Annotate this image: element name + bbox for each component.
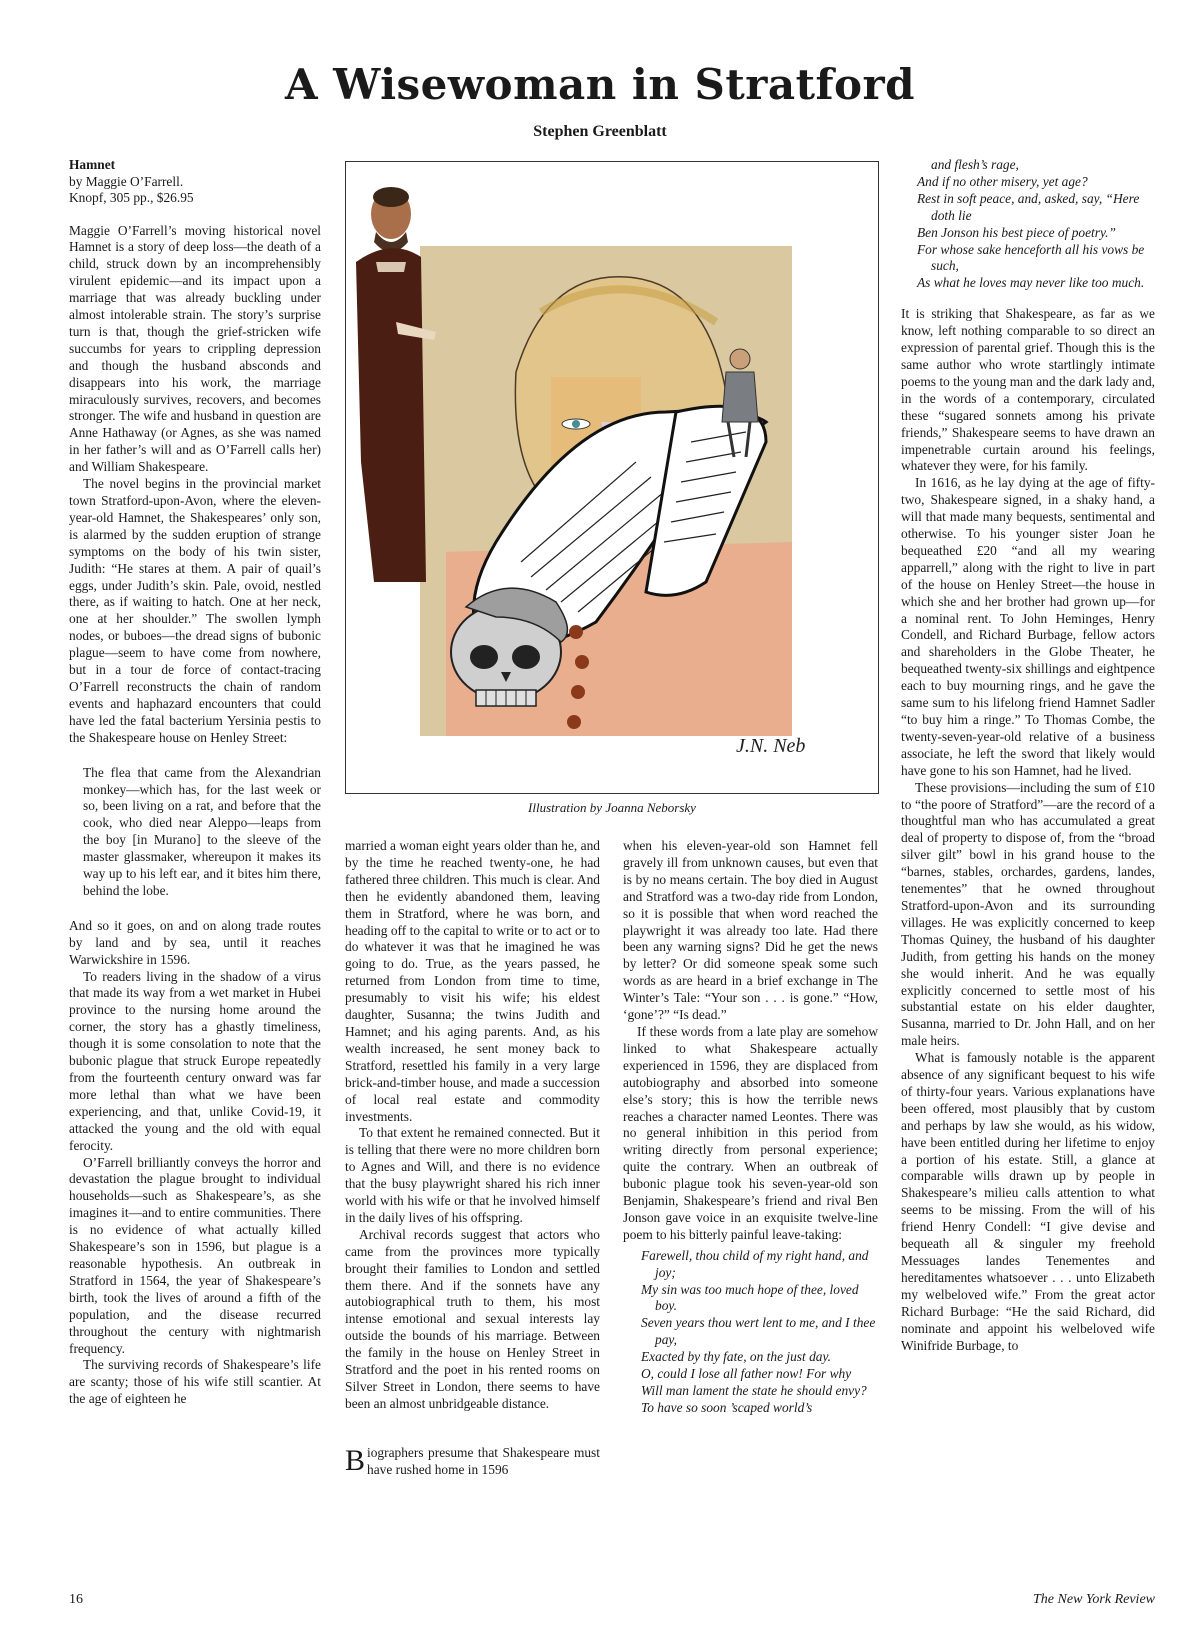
poem-line: My sin was too much hope of thee, loved boy. bbox=[641, 1281, 859, 1314]
collage-illustration bbox=[346, 162, 878, 793]
book-publisher: Knopf, 305 pp., $26.95 bbox=[69, 190, 194, 205]
column-2 bbox=[345, 838, 600, 1479]
poem bbox=[641, 1248, 878, 1417]
paragraph: It is striking that Shakespeare, as far as we know, left nothing comparable to so direct an expression of parental grief. Though this is the same author who wrote startlingly intimate poems to the young man and the dark lady and, in the words of a contemporary, circulated these “sugared sonnets among his private friends,” Shakespeare seems to have drawn an impenetrable curtain around his feelings, whatever they were, for his family. bbox=[901, 306, 1155, 474]
paragraph: when his eleven-year-old son Hamnet fell gravely ill from unknown causes, but even that is by no means certain. The boy died in August and Stratford was a two-day ride from London, so it is possible that when word reached the playwright it was already too late. Had there been any warning signs? Did he get the news by letter? Or did someone speak some such words as are heard in a brief exchange in The Winter’s Tale: “Your son . . . is gone.” “How, ‘gone’?” “Is dead.” bbox=[623, 838, 878, 1023]
poem-line: Will man lament the state he should envy? bbox=[641, 1383, 867, 1398]
paragraph: What is famously notable is the apparent absence of any significant bequest to his wife of thirty-four years. Various explanations have been offered, most plausibly that by custom and perhaps by law she would, as his widow, have been entitled during her lifetime to enjoy a portion of his estate. Still, a glance at comparable wills drawn up by people in Shakespeare’s milieu calls attention to what seems to be missing. From the will of his friend Henry Condell: “I give devise and bequeath all & singuler my freehold Messuages landes Tenementes and hereditamentes whatsoever . . . unto Elizabeth my welbeloved wife.” From the great actor Richard Burbage: “He the said Richard, did nominate and appoint his welbeloved wife Winifride Burbage, to bbox=[901, 1050, 1155, 1353]
drop-cap: B bbox=[345, 1443, 366, 1477]
book-author: by Maggie O’Farrell. bbox=[69, 173, 184, 189]
paragraph-dropcap bbox=[345, 1445, 600, 1479]
paragraph: Archival records suggest that actors who came from the provinces more typically brought their families to London and settled them there. And if the sonnets have any autobiographical truth to them, his most intense emotional and sexual interests lay outside the bounds of his marriage. Between the family in the house on Henley Street in Stratford and the poet in his rented rooms on Silver Street in London, there seems to have been an almost unbridgeable distance. bbox=[345, 1226, 600, 1411]
poem-line: And if no other misery, yet age? bbox=[917, 173, 1088, 189]
poem-line: Seven years thou wert lent to me, and I thee pay, bbox=[641, 1315, 876, 1348]
article-title: A Wisewoman in Stratford bbox=[284, 60, 916, 109]
paragraph: If these words from a late play are somehow linked to what Shakespeare actually experienced in 1596, they are displaced from autobiography and absorbed into someone else’s story; this is how the terrible news reaches a character named Leontes. There was no general inhibition in this period from writing directly from personal experience; quite the contrary. When an outbreak of bubonic plague took his seven-year-old son Benjamin, Shakespeare’s friend and rival Ben Jonson gave voice in an exquisite twelve-line poem to his bitterly painful leave-taking: bbox=[623, 1023, 878, 1242]
paragraph: O’Farrell brilliantly conveys the horror and devastation the plague brought to individual households—such as Shakespeare’s, as she imagines it—and to entire communities. There is no evidence of what actually killed Shakespeare’s son in 1596, but plague is a reasonable hypothesis. An outbreak in Stratford in 1564, the year of Shakespeare’s birth, took the lives of around a fifth of the population, and the disease recurred throughout the century with nightmarish frequency. bbox=[69, 1154, 321, 1356]
article-author: Stephen Greenblatt bbox=[533, 123, 667, 140]
poem-line: To have so soon ’scaped world’s bbox=[641, 1399, 813, 1415]
paragraph: The surviving records of Shakespeare’s life are scanty; those of his wife still scantier. At the age of eighteen he bbox=[69, 1357, 321, 1407]
paragraph: These provisions—including the sum of £10 to “the poore of Stratford”—are the record of a thoughtful man who has accumulated a great deal of property to dispose of, from the “broad silver gilt” bowl in his grand house to the “barnes, stables, orchardes, gardens, landes, tenementes” that he owned throughout Stratford-upon-Avon and its surrounding villages. He was explicitly concerned to keep Thomas Quiney, the husband of his daughter Judith, from getting his hands on the money she would inherit. And he was equally explicitly concerned to settle most of his substantial estate on his elder daughter, Susanna, married to Dr. John Hall, and on her male heirs. bbox=[901, 779, 1155, 1049]
illustration-caption: Illustration by Joanna Neborsky bbox=[528, 800, 696, 815]
paragraph: The novel begins in the provincial market town Stratford-upon-Avon, where the eleven-year-old Hamnet, the Shakespeares’ only son, is alarmed by the sudden eruption of strange symptoms on the body of his twin sister, Judith: “He stares at them. A pair of quail’s eggs, under Judith’s skin. Pale, ovoid, nestled there, as if waiting to hatch. One at her neck, one at her shoulder.” The swollen lymph nodes, or buboes—the dread signs of bubonic plague—seem to have come from nowhere, but in a tour de force of contact-tracing O’Farrell reconstructs the chain of random events and haphazard encounters that could have led the fatal bacterium Yersinia pestis to the Shakespeare house on Henley Street: bbox=[69, 476, 321, 745]
poem-line: For whose sake henceforth all his vows be such, bbox=[917, 241, 1145, 274]
paragraph: And so it goes, on and on along trade routes by land and by sea, until it reaches Warwickshire in 1596. bbox=[69, 917, 321, 967]
poem-continued bbox=[917, 157, 1155, 292]
paragraph: In 1616, as he lay dying at the age of fifty-two, Shakespeare signed, in a shaky hand, a will that made many bequests, sentimental and otherwise. To his younger sister Joan he bequeathed £20 “and all my wearing apparrell,” along with the right to live in part of the house on Henley Street—the house in which she and her brother had grown up—for a nominal rent. To John Heminges, Henry Condell, and Richard Burbage, fellow actors and shareholders in the Globe Theater, he bequeathed twenty-six shillings and eightpence each to buy mourning rings, and he gave the same sum to his lifelong friend Hamnet Sadler “to buy him a ringe.” To Thomas Combe, the twenty-seven-year-old relative of a business associate, he left the sword that likely would have gone to his son Hamnet, had he lived. bbox=[901, 475, 1155, 778]
poem-line: Rest in soft peace, and, asked, say, “Here doth lie bbox=[917, 190, 1140, 223]
column-4 bbox=[901, 157, 1155, 1354]
quote-text: The flea that came from the Alexandrian monkey—which has, for the last week or so, been living on a rat, and before that the cook, who died near Aleppo—leaps from the boy [in Murano] to the sleeve of the master glassmaker, whereupon it makes its way up to his left ear, and it bites him there, behind the lobe. bbox=[83, 764, 321, 898]
poem-line: As what he loves may never like too much. bbox=[917, 275, 1145, 291]
page-number: 16 bbox=[69, 1592, 83, 1607]
column-3 bbox=[623, 838, 878, 1431]
paragraph: To readers living in the shadow of a virus that made its way from a wet market in Hubei province to the nursing home around the corner, the story has a ghastly timeliness, though it is some consolation to note that the bubonic plague that struck Europe repeatedly from the fourteenth century onward was far more lethal than what we have been experiencing, and that, unlike Covid-19, it attacked the young and the old with equal ferocity. bbox=[69, 968, 321, 1153]
poem-line: Farewell, thou child of my right hand, and joy; bbox=[641, 1247, 869, 1280]
paragraph: married a woman eight years older than he, and by the time he reached twenty-one, he had fathered three children. This much is clear. And then he evidently abandoned them, leaving them in Stratford, where he was born, and heading off to the capital to write or to act or to do whatever it was that he imagined he was going to do. True, as the years passed, he returned from London from time to time, presumably to visit his wife; his eldest daughter, Susanna; the twins Judith and Hamnet; and his aging parents. And, as his wealth increased, he sent money back to Stratford, resettled his family in a very large brick-and-timber house, and made a succession of local real estate and commodity investments. bbox=[345, 838, 600, 1124]
publication-name: The New York Review bbox=[1033, 1592, 1155, 1607]
paragraph-text: iographers presume that Shakespeare must have rushed home in 1596 bbox=[367, 1444, 600, 1477]
book-info bbox=[69, 157, 321, 207]
paragraph: To that extent he remained connected. But it is telling that there were no more children born to Agnes and Will, and there is no evidence that the busy playwright shared his rich inner world with his wife or that he involved himself in the daily lives of his offspring. bbox=[345, 1125, 600, 1225]
poem-line: O, could I lose all father now! For why bbox=[641, 1366, 852, 1382]
book-title: Hamnet bbox=[69, 157, 116, 172]
poem-line: Ben Jonson his best piece of poetry.” bbox=[917, 224, 1116, 240]
poem-line: Exacted by thy fate, on the just day. bbox=[641, 1349, 832, 1365]
column-1 bbox=[69, 157, 321, 1408]
artist-signature: J.N. Neb bbox=[736, 735, 806, 757]
illustration bbox=[345, 161, 879, 794]
block-quote bbox=[83, 765, 321, 900]
paragraph: Maggie O’Farrell’s moving historical novel Hamnet is a story of deep loss—the death of a child, struck down by an incomprehensibly virulent epidemic—and its impact upon a marriage that was already buckling under almost intolerable strain. The story’s surprise turn is that, though the grief-stricken wife succumbs for years to crippling depression and though the husband absconds and disappears into his work, the marriage miraculously survives, recovers, and becomes stronger. The wife and husband in question are Anne Hathaway (or Agnes, as she was named in her father’s will and as O’Farrell calls her) and William Shakespeare. bbox=[69, 222, 321, 475]
poem-line: and flesh’s rage, bbox=[931, 157, 1019, 172]
